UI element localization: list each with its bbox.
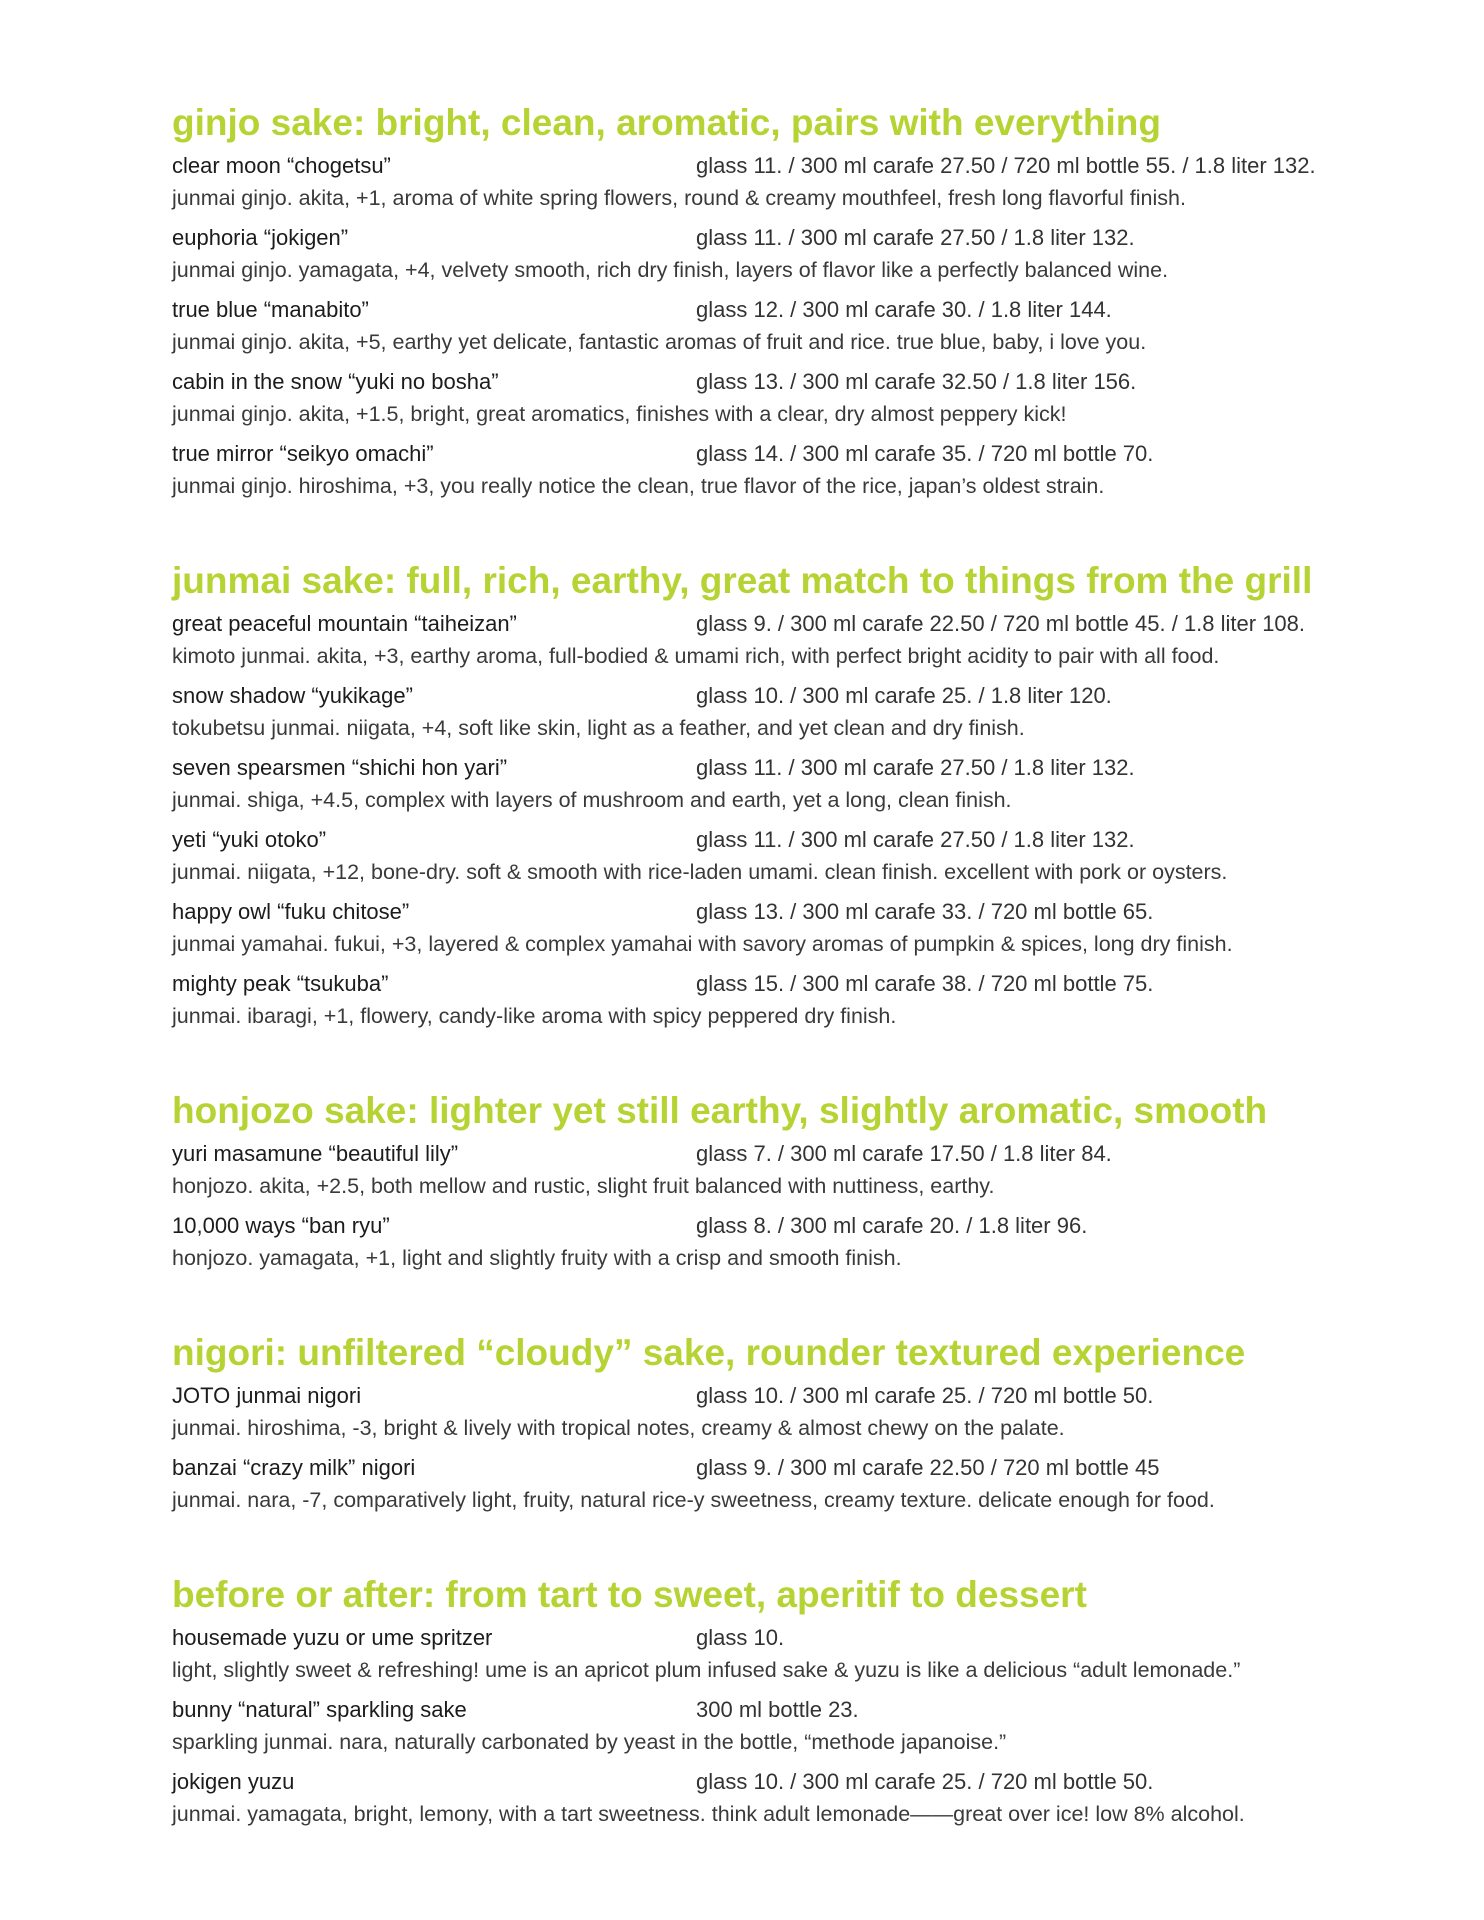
item-description: junmai. shiga, +4.5, complex with layers of mushroom and earth, yet a long, clean finish.: [172, 788, 1012, 812]
section-title: junmai sake: full, rich, earthy, great match to things from the grill: [172, 560, 1313, 601]
section-nigori: [172, 1328, 1462, 1524]
menu-item: [172, 438, 1462, 510]
menu-item: [172, 1694, 1462, 1766]
item-name: jokigen yuzu: [172, 1769, 295, 1794]
section-title: nigori: unfiltered “cloudy” sake, rounder textured experience: [172, 1332, 1246, 1373]
item-name: seven spearsmen “shichi hon yari”: [172, 755, 508, 780]
item-price: glass 11. / 300 ml carafe 27.50 / 1.8 liter 132.: [696, 755, 1135, 780]
item-name: yuri masamune “beautiful lily”: [172, 1141, 459, 1166]
item-name: 10,000 ways “ban ryu”: [172, 1213, 390, 1238]
item-description: junmai ginjo. akita, +1.5, bright, great aromatics, finishes with a clear, dry almost peppery kick!: [172, 402, 1067, 426]
menu-item: [172, 824, 1462, 896]
menu-item: [172, 150, 1462, 222]
item-name: housemade yuzu or ume spritzer: [172, 1625, 493, 1650]
item-price: glass 10. / 300 ml carafe 25. / 1.8 liter 120.: [696, 683, 1112, 708]
item-name: yeti “yuki otoko”: [172, 827, 327, 852]
item-description: junmai. yamagata, bright, lemony, with a tart sweetness. think adult lemonade——great over ice! low 8% alcohol.: [172, 1802, 1245, 1826]
menu-item: [172, 1210, 1462, 1282]
item-description: kimoto junmai. akita, +3, earthy aroma, full-bodied & umami rich, with perfect bright acidity to pair with all food.: [172, 644, 1220, 668]
item-name: mighty peak “tsukuba”: [172, 971, 389, 996]
item-description: junmai. hiroshima, -3, bright & lively with tropical notes, creamy & almost chewy on the palate.: [172, 1416, 1065, 1440]
item-price: glass 10.: [696, 1625, 785, 1650]
item-description: honjozo. yamagata, +1, light and slightly fruity with a crisp and smooth finish.: [172, 1246, 902, 1270]
item-price: glass 11. / 300 ml carafe 27.50 / 1.8 liter 132.: [696, 225, 1135, 250]
menu-item: [172, 1622, 1462, 1694]
menu-item: [172, 1766, 1462, 1838]
item-description: tokubetsu junmai. niigata, +4, soft like skin, light as a feather, and yet clean and dry finish.: [172, 716, 1025, 740]
menu-item: [172, 1138, 1462, 1210]
section-before-or-after: [172, 1570, 1462, 1838]
item-name: banzai “crazy milk” nigori: [172, 1455, 416, 1480]
item-description: junmai ginjo. hiroshima, +3, you really notice the clean, true flavor of the rice, japan’s oldest strain.: [172, 474, 1105, 498]
sake-menu: [172, 98, 1462, 1838]
section-honjozo: [172, 1086, 1462, 1282]
item-price: glass 8. / 300 ml carafe 20. / 1.8 liter 96.: [696, 1213, 1088, 1238]
menu-item: [172, 366, 1462, 438]
menu-item: [172, 680, 1462, 752]
item-price: glass 13. / 300 ml carafe 33. / 720 ml bottle 65.: [696, 899, 1154, 924]
item-description: honjozo. akita, +2.5, both mellow and rustic, slight fruit balanced with nuttiness, earthy.: [172, 1174, 995, 1198]
item-price: glass 9. / 300 ml carafe 22.50 / 720 ml bottle 45: [696, 1455, 1160, 1480]
menu-item: [172, 1452, 1462, 1524]
menu-item: [172, 608, 1462, 680]
menu-item: [172, 752, 1462, 824]
item-price: glass 7. / 300 ml carafe 17.50 / 1.8 liter 84.: [696, 1141, 1112, 1166]
item-name: great peaceful mountain “taiheizan”: [172, 611, 517, 636]
item-description: junmai. ibaragi, +1, flowery, candy-like aroma with spicy peppered dry finish.: [172, 1004, 897, 1028]
section-junmai: [172, 556, 1462, 1040]
item-price: glass 11. / 300 ml carafe 27.50 / 1.8 liter 132.: [696, 827, 1135, 852]
item-description: junmai. nara, -7, comparatively light, fruity, natural rice-y sweetness, creamy texture. delicate enough for food.: [172, 1488, 1215, 1512]
item-name: true blue “manabito”: [172, 297, 369, 322]
item-description: junmai ginjo. yamagata, +4, velvety smooth, rich dry finish, layers of flavor like a perfectly balanced wine.: [172, 258, 1169, 282]
menu-item: [172, 896, 1462, 968]
item-description: junmai ginjo. akita, +5, earthy yet delicate, fantastic aromas of fruit and rice. true blue, baby, i love you.: [172, 330, 1147, 354]
item-price: glass 15. / 300 ml carafe 38. / 720 ml bottle 75.: [696, 971, 1154, 996]
menu-item: [172, 294, 1462, 366]
section-title: ginjo sake: bright, clean, aromatic, pairs with everything: [172, 102, 1161, 143]
menu-item: [172, 1380, 1462, 1452]
item-description: sparkling junmai. nara, naturally carbonated by yeast in the bottle, “methode japanoise.”: [172, 1730, 1007, 1754]
item-name: clear moon “chogetsu”: [172, 153, 391, 178]
item-price: glass 10. / 300 ml carafe 25. / 720 ml bottle 50.: [696, 1769, 1154, 1794]
item-price: glass 12. / 300 ml carafe 30. / 1.8 liter 144.: [696, 297, 1112, 322]
item-description: junmai yamahai. fukui, +3, layered & complex yamahai with savory aromas of pumpkin & spices, long dry finish.: [172, 932, 1233, 956]
section-title: before or after: from tart to sweet, aperitif to dessert: [172, 1574, 1087, 1615]
section-ginjo: [172, 98, 1462, 510]
item-description: light, slightly sweet & refreshing! ume is an apricot plum infused sake & yuzu is like a delicious “adult lemonade.”: [172, 1658, 1241, 1682]
item-name: JOTO junmai nigori: [172, 1383, 362, 1408]
item-name: euphoria “jokigen”: [172, 225, 349, 250]
item-description: junmai ginjo. akita, +1, aroma of white spring flowers, round & creamy mouthfeel, fresh long flavorful finish.: [172, 186, 1186, 210]
item-name: bunny “natural” sparkling sake: [172, 1697, 467, 1722]
item-name: snow shadow “yukikage”: [172, 683, 413, 708]
item-price: glass 11. / 300 ml carafe 27.50 / 720 ml bottle 55. / 1.8 liter 132.: [696, 153, 1316, 178]
item-name: true mirror “seikyo omachi”: [172, 441, 434, 466]
menu-item: [172, 222, 1462, 294]
section-title: honjozo sake: lighter yet still earthy, slightly aromatic, smooth: [172, 1090, 1268, 1131]
item-price: glass 9. / 300 ml carafe 22.50 / 720 ml bottle 45. / 1.8 liter 108.: [696, 611, 1306, 636]
item-price: 300 ml bottle 23.: [696, 1697, 859, 1722]
item-price: glass 14. / 300 ml carafe 35. / 720 ml bottle 70.: [696, 441, 1154, 466]
item-name: happy owl “fuku chitose”: [172, 899, 410, 924]
menu-item: [172, 968, 1462, 1040]
item-description: junmai. niigata, +12, bone-dry. soft & smooth with rice-laden umami. clean finish. excellent with pork or oysters.: [172, 860, 1228, 884]
item-price: glass 10. / 300 ml carafe 25. / 720 ml bottle 50.: [696, 1383, 1154, 1408]
item-name: cabin in the snow “yuki no bosha”: [172, 369, 499, 394]
item-price: glass 13. / 300 ml carafe 32.50 / 1.8 liter 156.: [696, 369, 1137, 394]
